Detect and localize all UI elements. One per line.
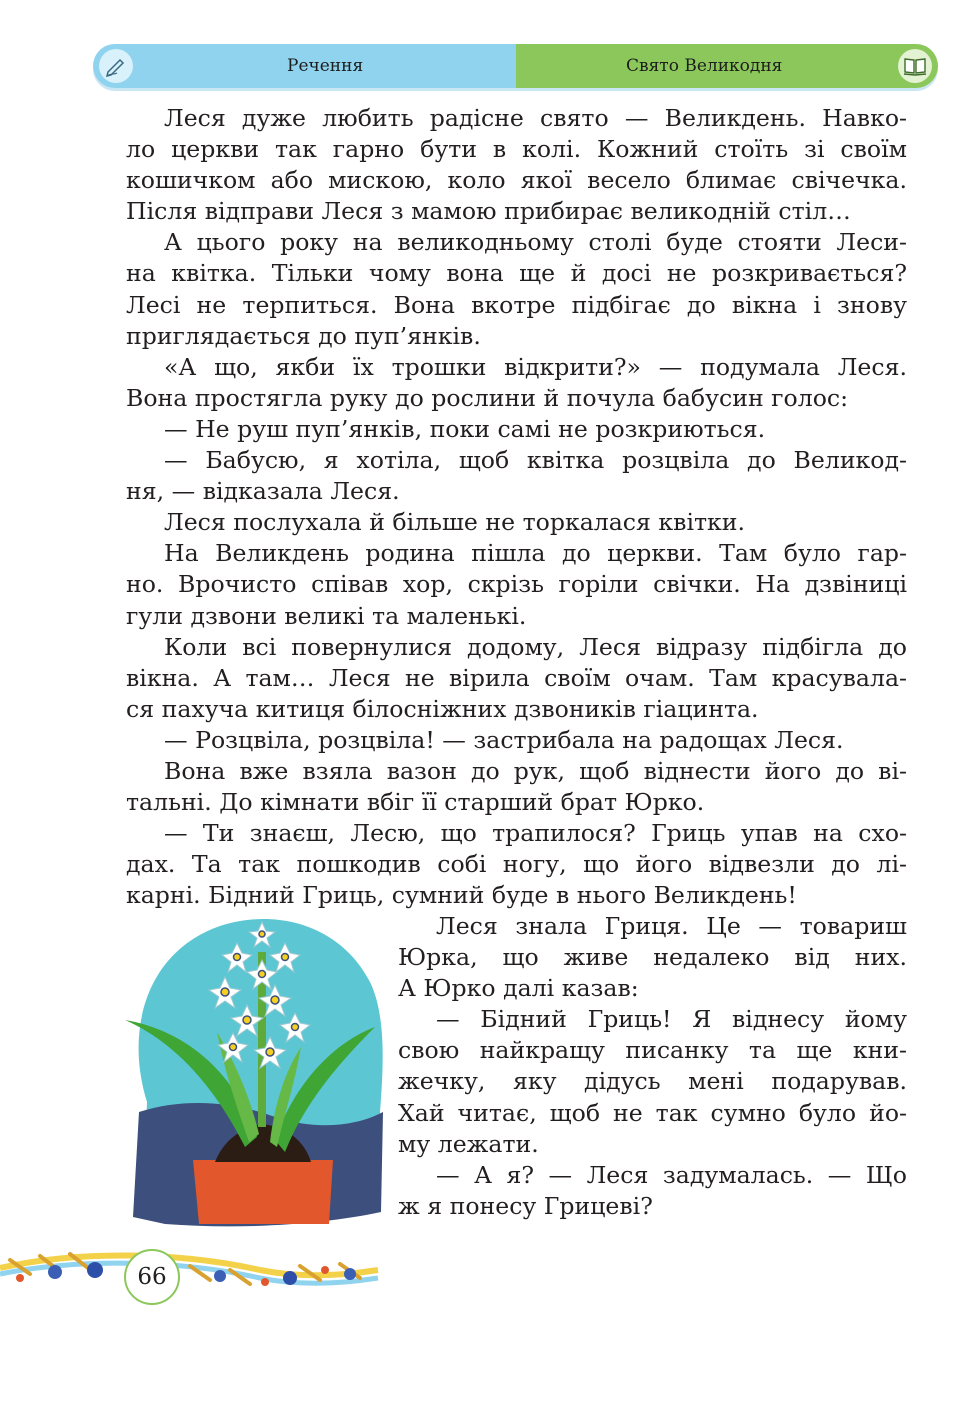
text-line: жечку, яку дідусь мені подарував.	[398, 1067, 907, 1096]
text-line: Після відправи Леся з мамою прибирає великодній стіл…	[126, 197, 851, 226]
text-line: Леся послухала й більше не торкалася квітки.	[164, 508, 746, 537]
text-line: но. Врочисто співав хор, скрізь горіли свічки. На дзвіниці	[126, 570, 907, 599]
book-icon	[898, 49, 932, 83]
text-line: — А я? — Леся задумалась. — Що	[436, 1160, 907, 1189]
text-line: му лежати.	[398, 1129, 539, 1158]
text-line: Коли всі повернулися додому, Леся відразу підбігла до	[164, 632, 907, 661]
main-text	[126, 103, 907, 911]
side-text	[398, 911, 907, 1222]
text-line: ж я понесу Грицеві?	[398, 1191, 653, 1220]
text-line: карні. Бідний Гриць, сумний буде в нього Великдень!	[126, 881, 797, 910]
text-line: Леся дуже любить радісне свято — Великдень. Навко-	[164, 104, 907, 132]
text-line: На Великдень родина пішла до церкви. Там було гар-	[164, 539, 907, 568]
text-line: ло церкви так гарно бути в колі. Кожний стоїть зі своїм	[126, 135, 907, 164]
text-line: тальні. До кімнати вбіг її старший брат Юрко.	[126, 788, 705, 817]
text-line: Вона вже взяла вазон до рук, щоб віднести його до ві-	[164, 756, 907, 785]
page-number: 66	[124, 1249, 180, 1305]
text-line: ся пахуча китиця білосніжних дзвоників гіацинта.	[126, 694, 759, 723]
text-line: гули дзвони великі та маленькі.	[126, 601, 527, 630]
text-line: Хай читає, щоб не так сумно було йо-	[398, 1098, 907, 1127]
text-line: Леся знала Гриця. Це — товариш	[436, 912, 907, 940]
pen-icon	[99, 49, 133, 83]
text-line: Лесі не терпиться. Вона вкотре підбігає до вікна і знову	[126, 290, 907, 319]
header-left-title: Речення	[287, 56, 364, 76]
text-line: — Не руш пуп’янків, поки самі не розкриються.	[164, 414, 766, 443]
text-line: — Бідний Гриць! Я віднесу йому	[436, 1005, 907, 1034]
text-line: А цього року на великодньому столі буде стояти Леси-	[164, 228, 907, 257]
text-line: ня, — відказала Леся.	[126, 477, 400, 506]
text-line: свою найкращу писанку та ще кни-	[398, 1036, 907, 1065]
text-line: дах. Та так пошкодив собі ногу, що його відвезли до лі-	[126, 850, 907, 879]
text-line: — Ти знаєш, Лесю, що трапилося? Гриць упав на схо-	[164, 819, 907, 848]
header-section-left	[93, 44, 516, 88]
text-line: вікна. А там… Леся не вірила своїм очам. Там красувала-	[126, 663, 907, 692]
hyacinth-illustration	[125, 912, 387, 1230]
page-header	[93, 44, 938, 88]
text-line: — Бабусю, я хотіла, щоб квітка розцвіла до Великод-	[164, 446, 907, 475]
text-line: кошичком або мискою, коло якої весело блимає свічечка.	[126, 166, 907, 195]
text-line: приглядається до пуп’янків.	[126, 321, 481, 350]
header-section-right	[516, 44, 938, 88]
text-line: Вона простягла руку до рослини й почула бабусин голос:	[126, 383, 849, 412]
text-line: Юрка, що живе недалеко від них.	[398, 943, 907, 972]
footer-garland	[0, 1240, 380, 1310]
header-right-title: Свято Великодня	[626, 56, 783, 76]
text-line: — Розцвіла, розцвіла! — застрибала на радощах Леся.	[164, 725, 844, 754]
text-line: на квітка. Тільки чому вона ще й досі не розкривається?	[126, 259, 907, 288]
text-line: «А що, якби їх трошки відкрити?» — подумала Леся.	[164, 352, 907, 381]
illustration-pot	[193, 1160, 333, 1224]
text-line: А Юрко далі казав:	[398, 974, 639, 1003]
